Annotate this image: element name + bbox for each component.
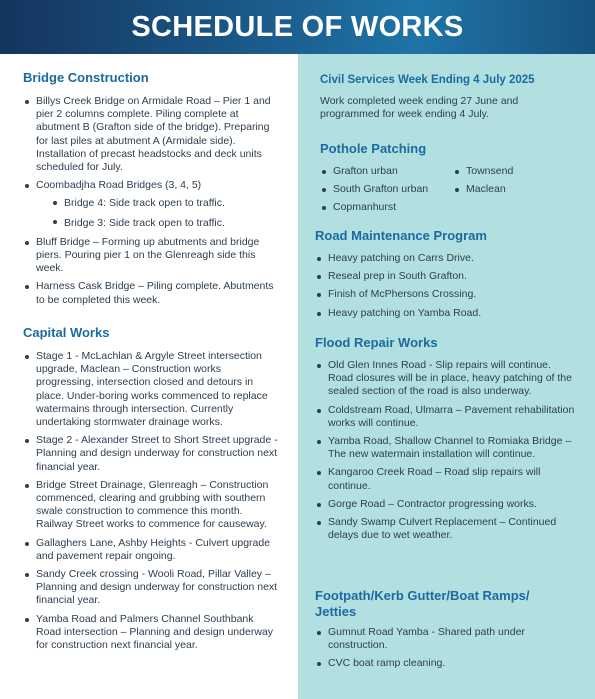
list-item: Coldstream Road, Ulmarra – Pavement rehabilitation works will continue.: [317, 404, 577, 430]
footpath-list: [317, 626, 577, 671]
list-item: Townsend: [455, 165, 513, 178]
list-item: Harness Cask Bridge – Piling complete. Abutments to be completed this week.: [25, 280, 281, 306]
list-item: Gorge Road – Contractor progressing works.: [317, 498, 577, 511]
list-item: Sandy Swamp Culvert Replacement – Continued delays due to wet weather.: [317, 516, 577, 542]
list-item: Stage 1 - McLachlan & Argyle Street intersection upgrade, Maclean – Construction works progressing, intersection closed and detours in place. Under-boring works commenced to replace watermains through intersection. Currently undertaking stormwater drainage works.: [25, 350, 281, 429]
pothole-list-2: [455, 165, 513, 215]
right-column: [298, 54, 595, 699]
flood-list: [317, 359, 577, 542]
list-item: Yamba Road and Palmers Channel Southbank Road intersection – Planning and design underway for construction next financial year.: [25, 613, 281, 653]
list-item: Stage 2 - Alexander Street to Short Street upgrade - Planning and design underway for construction next financial year.: [25, 434, 281, 474]
footpath-section: [315, 588, 577, 671]
list-item: Bridge Street Drainage, Glenreagh – Construction commenced, clearing and grubbing with southern swale construction to commence this month. Railway Street works to commence for causeway.: [25, 479, 281, 532]
civil-services-text: Work completed week ending 27 June and programmed for week ending 4 July.: [320, 95, 519, 121]
list-item: Heavy patching on Yamba Road.: [317, 307, 577, 320]
list-item: [53, 197, 281, 210]
pothole-columns: [320, 165, 578, 215]
list-item: Grafton urban: [322, 165, 455, 178]
pothole-list-1: [322, 165, 455, 215]
bridge-list: [25, 95, 281, 192]
list-item: Bluff Bridge – Forming up abutments and bridge piers. Pouring pier 1 on the Glenreagh side this week.: [25, 236, 281, 276]
section-title-capital: Capital Works: [23, 325, 110, 340]
list-item: Gumnut Road Yamba - Shared path under construction.: [317, 626, 577, 652]
list-item: Gallaghers Lane, Ashby Heights - Culvert upgrade and pavement repair ongoing.: [25, 537, 281, 563]
bridge-construction-section: [23, 70, 281, 307]
list-item: Sandy Creek crossing - Wooli Road, Pillar Valley – Planning and design underway for construction next financial year.: [25, 568, 281, 608]
list-item: Kangaroo Creek Road – Road slip repairs will continue.: [317, 466, 577, 492]
road-list: [317, 252, 577, 320]
left-column: [0, 54, 298, 699]
bullet-icon: [53, 201, 57, 205]
header-banner: [0, 0, 595, 54]
sub-item-label: Bridge 4: Side track open to traffic.: [64, 197, 225, 210]
capital-list: [25, 350, 281, 652]
section-title-flood: Flood Repair Works: [315, 335, 438, 350]
list-item: Reseal prep in South Grafton.: [317, 270, 577, 283]
section-title-civil: Civil Services Week Ending 4 July 2025: [320, 74, 535, 86]
list-item: [53, 217, 281, 230]
list-item: Finish of McPhersons Crossing.: [317, 288, 577, 301]
coombadjha-sub-list: [53, 197, 281, 229]
capital-works-section: [23, 325, 281, 652]
list-item: Copmanhurst: [322, 201, 455, 214]
section-title-footpath: Footpath/Kerb Gutter/Boat Ramps/ Jetties: [315, 588, 530, 619]
list-item: Billys Creek Bridge on Armidale Road – Pier 1 and pier 2 columns complete. Piling complete at abutment B (Grafton side of the bridge). Preparing for last piles at abutment A (Armidale side). Installation of precast headstocks and deck units scheduled for July.: [25, 95, 281, 174]
civil-services-section: [320, 74, 578, 121]
flood-repair-section: [315, 335, 577, 542]
bullet-icon: [53, 220, 57, 224]
list-item: Coombadjha Road Bridges (3, 4, 5): [25, 179, 281, 192]
list-item: Heavy patching on Carrs Drive.: [317, 252, 577, 265]
list-item: CVC boat ramp cleaning.: [317, 657, 577, 670]
list-item: Maclean: [455, 183, 513, 196]
bridge-list-cont: [25, 236, 281, 307]
page-title: SCHEDULE OF WORKS: [131, 10, 464, 43]
section-title-pothole: Pothole Patching: [320, 141, 427, 156]
section-title-road: Road Maintenance Program: [315, 228, 487, 243]
list-item: Old Glen Innes Road - Slip repairs will continue. Road closures will be in place, heavy patching of the sealed section of the road is also underway.: [317, 359, 577, 399]
list-item: Yamba Road, Shallow Channel to Romiaka Bridge – The new watermain installation will continue.: [317, 435, 577, 461]
section-title-bridge: Bridge Construction: [23, 70, 149, 85]
sub-item-label: Bridge 3: Side track open to traffic.: [64, 216, 225, 229]
list-item: South Grafton urban: [322, 183, 455, 196]
road-maintenance-section: [315, 228, 577, 320]
pothole-section: [320, 141, 578, 215]
